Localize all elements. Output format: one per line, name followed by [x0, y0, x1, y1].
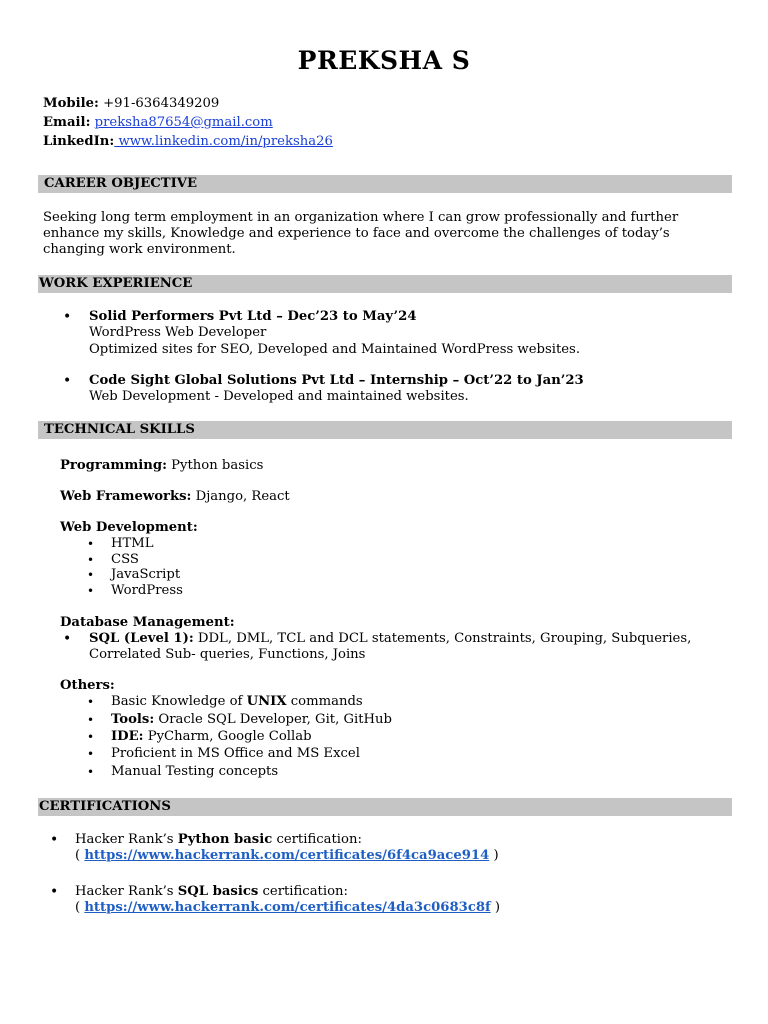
cert-1-close: )	[489, 848, 499, 863]
unix-pre: Basic Knowledge of	[111, 694, 247, 709]
career-line-2: enhance my skills, Knowledge and experience to face and overcome the challenges of today’s	[43, 226, 670, 241]
career-line-3: changing work environment.	[43, 242, 236, 257]
candidate-name: PREKSHA S	[297, 46, 471, 75]
webdev-item: HTML	[111, 536, 154, 551]
bullet-icon: •	[63, 631, 72, 647]
cert-1-link[interactable]: https://www.hackerrank.com/certificates/6f4ca9ace914	[84, 848, 490, 863]
cert-2-post: certification:	[258, 884, 348, 899]
cert-2-pre: Hacker Rank’s	[75, 884, 178, 899]
cert-1-post: certification:	[272, 832, 362, 847]
certifications-heading: CERTIFICATIONS	[38, 798, 732, 816]
bullet-icon: •	[87, 584, 95, 598]
sql-line-2: Correlated Sub- queries, Functions, Joins	[89, 647, 366, 662]
cert-1-pre: Hacker Rank’s	[75, 832, 178, 847]
linkedin-line	[43, 134, 333, 150]
webdev-label: Web Development:	[60, 520, 198, 535]
job-1-title: Solid Performers Pvt Ltd – Dec’23 to May’24	[89, 309, 417, 324]
bullet-icon: •	[87, 568, 95, 582]
database-label: Database Management:	[60, 615, 235, 630]
cert-1-link-line	[75, 848, 499, 864]
cert-2-open: (	[75, 900, 85, 915]
tools-label: Tools:	[111, 712, 155, 727]
cert-1-open: (	[75, 848, 85, 863]
programming-value: Python basics	[166, 458, 264, 473]
ide-label: IDE:	[111, 729, 144, 744]
linkedin-label: LinkedIn:	[43, 134, 115, 149]
programming-label: Programming:	[60, 458, 167, 473]
bullet-icon: •	[50, 832, 59, 848]
bullet-icon: •	[50, 884, 59, 900]
unix-item	[111, 694, 363, 710]
linkedin-link[interactable]: www.linkedin.com/in/preksha26	[114, 134, 333, 149]
job-2-desc: Web Development - Developed and maintained websites.	[89, 389, 469, 404]
work-experience-heading: WORK EXPERIENCE	[38, 275, 732, 293]
email-link[interactable]: preksha87654@gmail.com	[94, 115, 273, 130]
bullet-icon: •	[87, 747, 95, 761]
ide-item	[111, 729, 312, 745]
bullet-icon: •	[87, 695, 95, 709]
unix-bold: UNIX	[246, 694, 287, 709]
testing-item: Manual Testing concepts	[111, 764, 279, 779]
unix-post: commands	[286, 694, 363, 709]
sql-value: DDL, DML, TCL and DCL statements, Constraints, Grouping, Subqueries,	[193, 631, 692, 646]
bullet-icon: •	[87, 537, 95, 551]
career-line-1: Seeking long term employment in an organization where I can grow professionally and further	[43, 210, 679, 225]
programming-line	[60, 458, 263, 474]
bullet-icon: •	[87, 765, 95, 779]
office-item: Proficient in MS Office and MS Excel	[111, 746, 360, 761]
others-label: Others:	[60, 678, 115, 693]
job-1-role: WordPress Web Developer	[89, 325, 267, 340]
ide-value: PyCharm, Google Collab	[143, 729, 312, 744]
cert-1-title	[75, 832, 362, 848]
technical-skills-heading: TECHNICAL SKILLS	[38, 421, 732, 439]
frameworks-value: Django, React	[191, 489, 290, 504]
cert-2-title	[75, 884, 348, 900]
cert-2-bold: SQL basics	[177, 884, 259, 899]
sql-line-1	[89, 631, 691, 647]
frameworks-line	[60, 489, 290, 505]
mobile-value: +91-6364349209	[103, 96, 220, 111]
webdev-item: JavaScript	[111, 567, 181, 582]
webdev-item: CSS	[111, 552, 139, 567]
job-1-desc: Optimized sites for SEO, Developed and Maintained WordPress websites.	[89, 342, 581, 357]
mobile-line	[43, 96, 219, 112]
job-2-title: Code Sight Global Solutions Pvt Ltd – Internship – Oct’22 to Jan’23	[89, 373, 584, 388]
email-label: Email:	[43, 115, 91, 130]
bullet-icon: •	[63, 309, 72, 325]
webdev-item: WordPress	[111, 583, 183, 598]
tools-value: Oracle SQL Developer, Git, GitHub	[154, 712, 392, 727]
bullet-icon: •	[87, 553, 95, 567]
frameworks-label: Web Frameworks:	[60, 489, 192, 504]
bullet-icon: •	[63, 373, 72, 389]
bullet-icon: •	[87, 713, 95, 727]
cert-1-bold: Python basic	[177, 832, 273, 847]
mobile-label: Mobile:	[43, 96, 99, 111]
bullet-icon: •	[87, 730, 95, 744]
career-objective-heading: CAREER OBJECTIVE	[38, 175, 732, 193]
cert-2-close: )	[490, 900, 501, 915]
sql-label: SQL (Level 1):	[89, 631, 194, 646]
email-line	[43, 115, 273, 131]
cert-2-link-line	[75, 900, 500, 916]
tools-item	[111, 712, 392, 728]
cert-2-link[interactable]: https://www.hackerrank.com/certificates/4da3c0683c8f	[84, 900, 491, 915]
